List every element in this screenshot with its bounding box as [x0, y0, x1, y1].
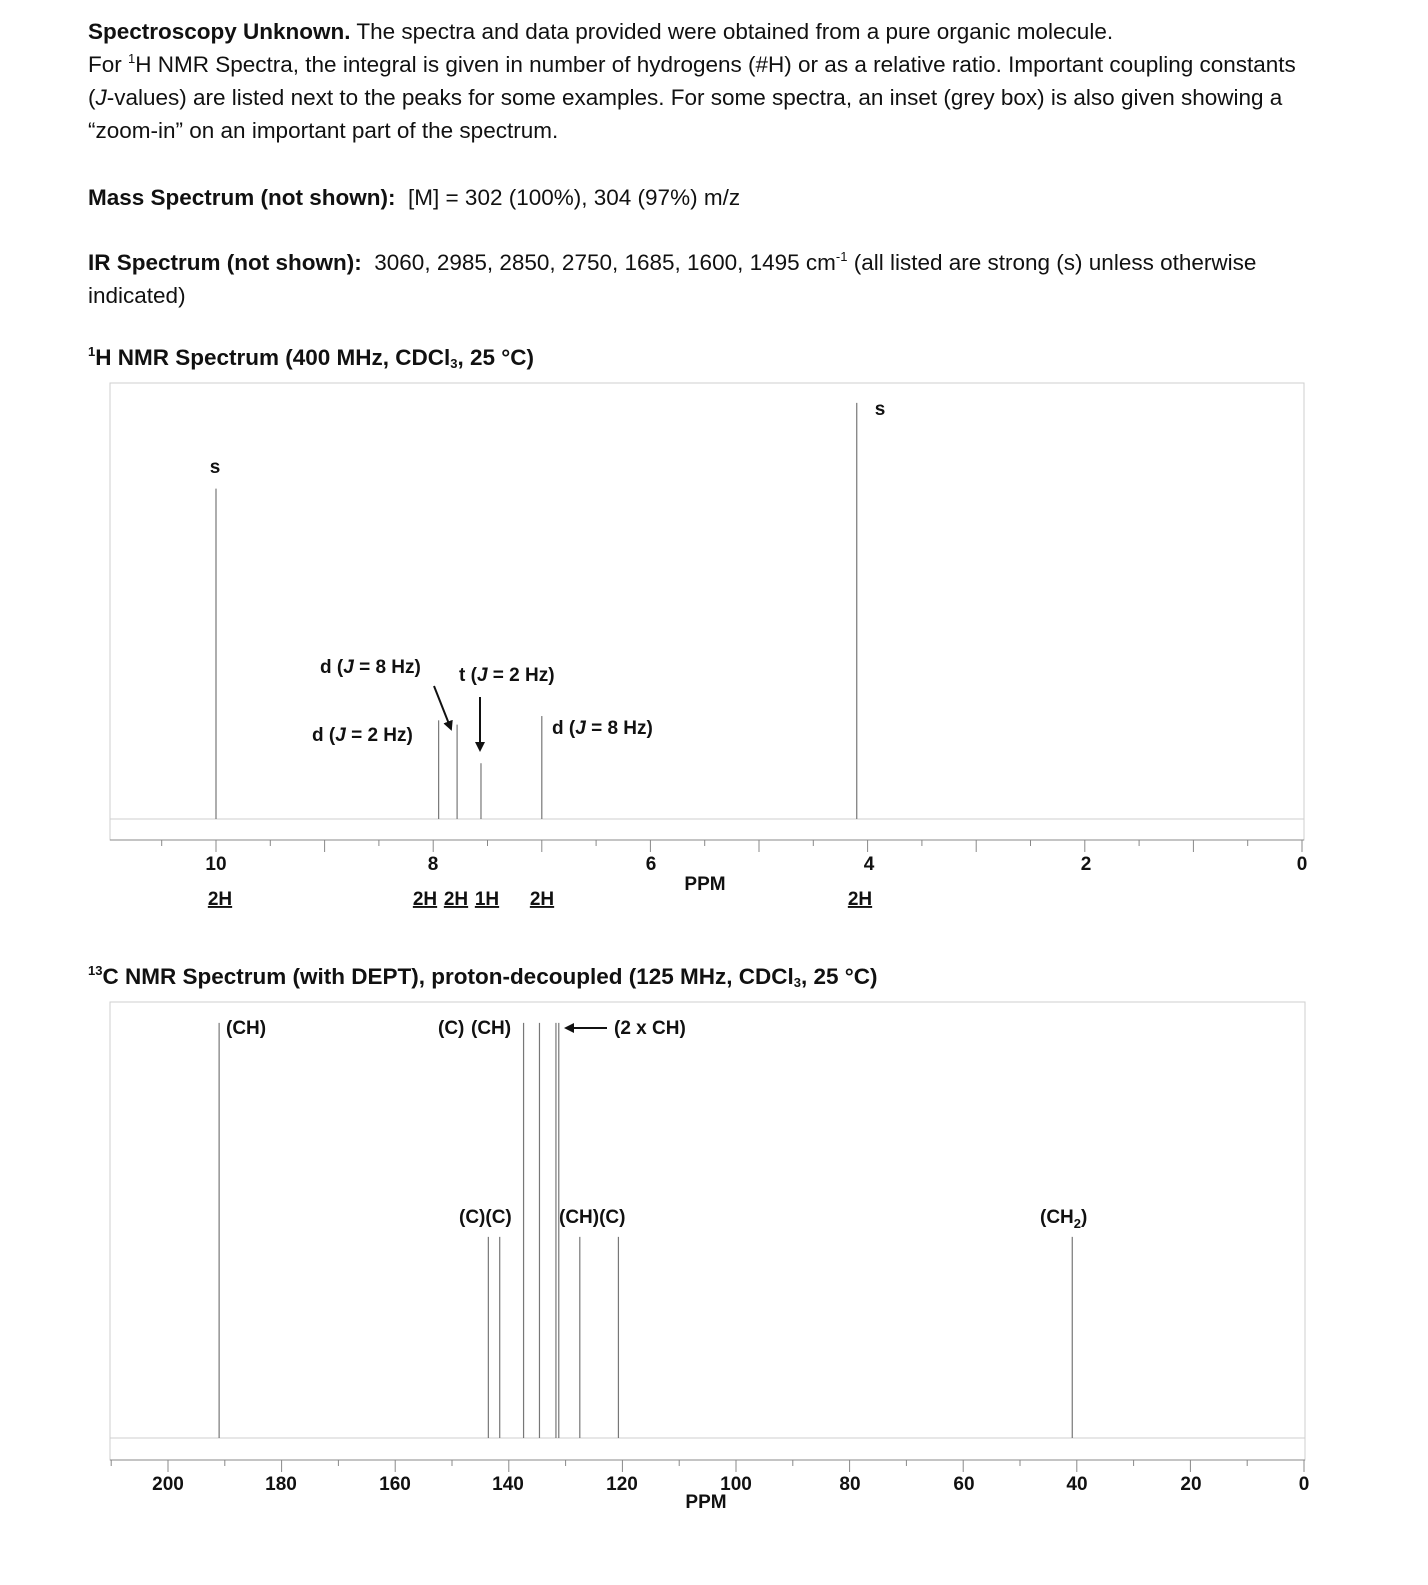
c-tick-label-60: 60: [953, 1474, 975, 1495]
h-tick-label-10: 10: [205, 854, 227, 875]
c-nmr-frame: [110, 1002, 1305, 1460]
h-nmr-title: $^1$H NMR Spectrum (400 MHz, CDCl$_3$, 25 °C): [88, 344, 535, 371]
intro-heading: Spectroscopy Unknown.: [88, 19, 351, 44]
c-tick-label-80: 80: [839, 1474, 861, 1495]
c-tick-label-120: 120: [606, 1474, 638, 1495]
c-tick-label-140: 140: [492, 1474, 524, 1495]
c-tick-label-20: 20: [1180, 1474, 1202, 1495]
c-tick-label-0: 0: [1298, 1474, 1310, 1495]
h-integral-5: 2H: [529, 889, 555, 910]
c-axis-title: PPM: [685, 1492, 727, 1513]
h-tick-label-4: 4: [863, 854, 875, 875]
h-axis-title: PPM: [684, 874, 726, 895]
h-arrow-d8: [434, 686, 451, 729]
h-tick-label-6: 6: [645, 854, 657, 875]
h-tick-label-0: 0: [1296, 854, 1308, 875]
mass-label: Mass Spectrum (not shown):: [88, 185, 396, 210]
h-integral-1: 2H: [207, 889, 233, 910]
c-peak-label-c-top: (C): [438, 1018, 465, 1039]
mass-value: [M] = 302 (100%), 304 (97%) m/z: [408, 185, 741, 210]
h-integral-2: 2H: [412, 889, 438, 910]
c-tick-label-100: 100: [720, 1474, 752, 1495]
h-peak-label-s-10: s: [209, 457, 221, 478]
ir-label: IR Spectrum (not shown):: [88, 250, 362, 275]
h-integral-4: 1H: [474, 889, 500, 910]
h-integral-3: 2H: [443, 889, 469, 910]
h-integral-6: 2H: [847, 889, 873, 910]
h-peak-label-d8-b: d (J = 8 Hz): [552, 718, 653, 739]
ir-spectrum-line: IR Spectrum (not shown): 3060, 2985, 2850, 2750, 1685, 1600, 1495 $cm^{-1}$ (all listed are strong (s) unless otherwise indicated): [88, 249, 1257, 308]
h-peak-label-s-4: s: [874, 399, 886, 420]
intro-line-2: For $^1$H NMR Spectra, the integral is given in number of hydrogens (#H) or as a relative ratio. Important coupling constants: [88, 51, 1296, 77]
h-nmr-peaks: [216, 403, 857, 819]
c-peak-label-chc: (CH)(C): [559, 1207, 626, 1228]
c-tick-label-40: 40: [1066, 1474, 1088, 1495]
c-nmr-peaks: [219, 1023, 1072, 1438]
h-nmr-chart: [110, 383, 1307, 910]
h-nmr-ticks: [162, 840, 1302, 852]
c-tick-label-200: 200: [152, 1474, 184, 1495]
c-nmr-title: $^{13}$C NMR Spectrum (with DEPT), proton-decoupled (125 MHz, CDCl$_3$, 25 °C): [88, 963, 878, 990]
c-peak-label-ch2: $(CH_2)$: [1040, 1207, 1088, 1231]
h-tick-label-2: 2: [1080, 854, 1092, 875]
c-tick-label-160: 160: [379, 1474, 411, 1495]
c-peak-label-ch-top: (CH): [471, 1018, 512, 1039]
intro-line-4: “zoom-in” on an important part of the spectrum.: [88, 118, 559, 143]
h-peak-label-t2: t (J = 2 Hz): [459, 665, 555, 686]
c-nmr-chart: [110, 1002, 1309, 1513]
intro-line-3: (J-values) are listed next to the peaks for some examples. For some spectra, an inset (grey box) is also given showing a: [88, 85, 1283, 110]
h-peak-label-d2: d (J = 2 Hz): [312, 725, 413, 746]
c-peak-label-ch-191: (CH): [226, 1018, 267, 1039]
c-peak-label-2xch: (2 x CH): [614, 1018, 686, 1039]
h-peak-label-d8-a: d (J = 8 Hz): [320, 657, 421, 678]
h-tick-label-8: 8: [427, 854, 439, 875]
intro-line-1: Spectroscopy Unknown. The spectra and data provided were obtained from a pure organic molecule.: [88, 19, 1114, 44]
h-nmr-frame: [110, 383, 1304, 840]
c-tick-label-180: 180: [265, 1474, 297, 1495]
c-peak-label-cc: (C)(C): [459, 1207, 512, 1228]
c-nmr-ticks: [111, 1460, 1304, 1472]
